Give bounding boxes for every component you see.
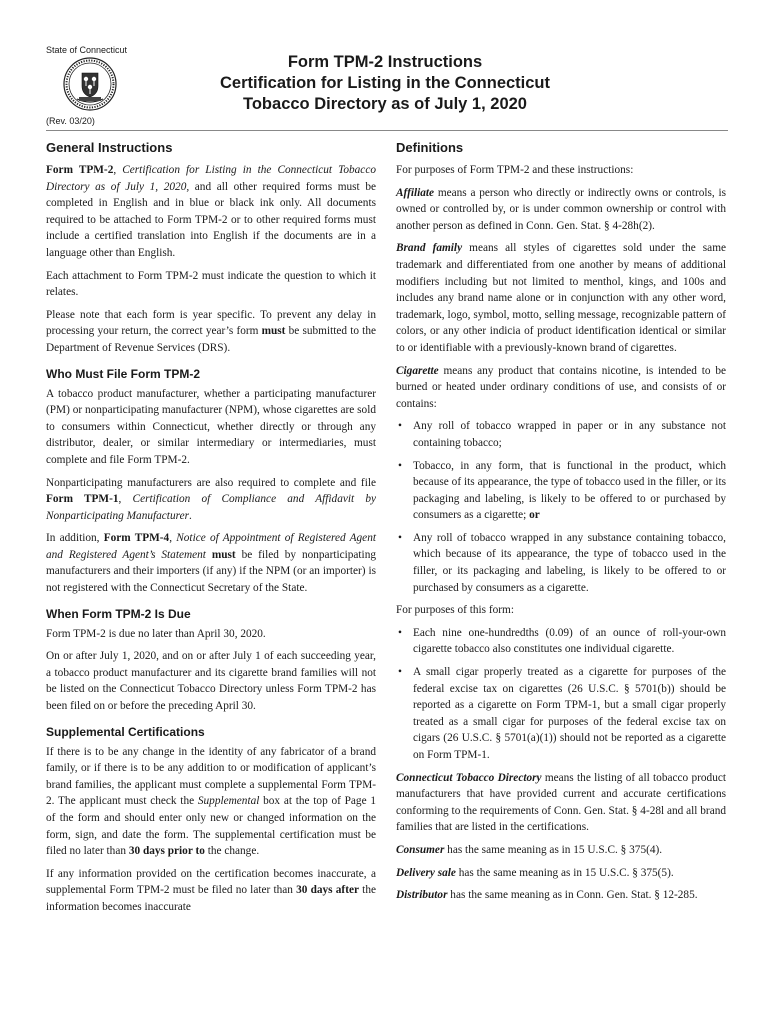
emphasis: or [529, 509, 540, 522]
form-purposes-intro: For purposes of this form: [396, 604, 514, 617]
supplemental-heading: Supplemental Certifications [46, 724, 205, 739]
term: Cigarette [396, 364, 439, 377]
definition: has the same meaning as in 15 U.S.C. § 375(5). [455, 866, 674, 879]
text: If any information provided on the certification becomes inaccurate, a supplemental Form TPM-2 must be filed no later than [46, 867, 376, 897]
text: be filed by nonparticipating manufacturers and their importers (if any) if the NPM (or an importer) is not registered with the Connecticut Secretary of the State. [46, 548, 376, 595]
general-paragraph [46, 307, 376, 357]
when-paragraph: On or after July 1, 2020, and on or after July 1 of each succeeding year, a tobacco product manufacturer and its cigarette brand families will not be listed on the Connecticut Tobacco Directory unless Form TPM-2 has been filed on or before the preceding April 30. [46, 650, 376, 713]
text: , [169, 532, 177, 545]
emphasis: must [261, 325, 286, 338]
state-seal-icon [63, 57, 117, 111]
definition-ct-tobacco-directory [396, 770, 726, 836]
emphasis: must [211, 548, 236, 561]
definition-cigarette [396, 363, 726, 413]
term: Delivery sale [396, 866, 456, 879]
form-purposes-list [396, 625, 726, 764]
text: In addition, [46, 532, 104, 545]
form-title: Certification for Listing in the Connecticut Tobacco Directory as of July 1, 2020, [46, 164, 376, 193]
definition: means any product that contains nicotine, is intended to be burned or heated under ordinary conditions of use, and consists of or contains: [396, 364, 726, 410]
definition-delivery-sale [396, 865, 726, 882]
title-line: Tobacco Directory as of July 1, 2020 [243, 95, 527, 113]
right-column [396, 140, 726, 910]
text: box at the top of Page 1 of the form and should enter only new or changed information on the form, sign, and date the form. The supplemental certification must be filed no later than [46, 795, 377, 858]
text: , [113, 164, 123, 176]
text: Nonparticipating manufacturers are also required to complete and file [46, 476, 376, 489]
term: Brand family [396, 242, 463, 255]
term: Affiliate [396, 186, 435, 199]
when-due-heading: When Form TPM-2 Is Due [46, 606, 191, 621]
text: . [188, 509, 192, 522]
page-title [180, 52, 590, 115]
text: , [118, 493, 133, 506]
definition: means all styles of cigarettes sold under the same trademark and differentiated from one another by means of additional modifiers including but not limited to menthol, kings, and 100s and includes any brand name alone or in conjunction with any other word, trademark, logo, symbol, motto, selling message, recognizable pattern of colors, or any other indicia of product identification identical or similar to or identifiable with a previously-known brand of cigarettes. [396, 242, 726, 354]
state-label: State of Connecticut [46, 45, 128, 55]
emphasis: 30 days after [296, 884, 359, 897]
text: and all other required forms must be completed in English and in blue or black ink only. All documents required to be attached to Form TPM-2 or to other required forms must include a certified translation into English if the documents are in a language other than English. [46, 180, 376, 259]
definition-consumer [396, 842, 726, 859]
definition-brand-family [396, 240, 726, 356]
revision-label: (Rev. 03/20) [46, 116, 95, 126]
text: If there is to be any change in the identity of any fabricator of a brand family, or if there is to be any addition to or modification of applicant’s brand families, the applicant must complete a supplemental Form TPM-2. The applicant must check the [46, 745, 376, 808]
form-name: Form TPM-2 [46, 164, 114, 176]
list-item: • Any roll of tobacco wrapped in any substance containing tobacco, which because of its appearance, the type of tobacco used in the filler, or its packaging and labeling, is likely to be offered to or purchased by consumers as a cigarette. [396, 530, 726, 596]
list-item: • Each nine one-hundredths (0.09) of an ounce of roll-your-own cigarette tobacco also constitutes one individual cigarette. [396, 625, 726, 658]
who-paragraph: A tobacco product manufacturer, whether a participating manufacturer (PM) or nonparticipating manufacturer (NPM), whose cigarettes are sold to consumers within Connecticut, whether directly or through any distributor, dealer, or similar intermediary or intermediaries, must complete and file Form TPM-2. [46, 387, 376, 466]
term: Connecticut Tobacco Directory [396, 771, 542, 784]
text: the change. [204, 845, 260, 858]
general-paragraph [46, 162, 376, 262]
text: Tobacco, in any form, that is functional in the product, which because of its appearance, the type of tobacco used in the filler, or its packaging and labeling, is likely to be offered to or purchased by consumers as a cigarette; [413, 459, 726, 522]
title-line: Form TPM-2 Instructions [287, 53, 483, 71]
list-item: • A small cigar properly treated as a cigarette for purposes of the federal excise tax on cigarettes (26 U.S.C. § 5701(b)) should be reported as a cigarette on Form TPM-1, but a small cigar properly treated as a small cigar for purposes of the federal excise tax on cigars (26 U.S.C. § 5701(a)(1)) should not be reported as a cigarette on Form TPM-1. [396, 664, 726, 764]
definition: has the same meaning as in 15 U.S.C. § 375(4). [444, 843, 663, 856]
form-name: Form TPM-4 [103, 532, 170, 545]
definition: means the listing of all tobacco product manufacturers that have provided current and accurate certifications conforming to the requirements of Conn. Gen. Stat. § 4-28l and all brand families that are listed in the certifications. [396, 771, 726, 834]
definition-affiliate [396, 185, 726, 235]
when-paragraph: Form TPM-2 is due no later than April 30, 2020. [46, 627, 266, 640]
who-paragraph [46, 475, 376, 525]
definitions-intro: For purposes of Form TPM-2 and these instructions: [396, 164, 634, 176]
supplemental-paragraph [46, 744, 376, 860]
general-instructions-heading: General Instructions [46, 140, 173, 155]
form-title: Notice of Appointment of Registered Agent and Registered Agent’s Statement [46, 532, 376, 561]
term: Distributor [396, 889, 448, 902]
definitions-heading: Definitions [396, 140, 464, 155]
form-title: Certification of Compliance and Affidavit by Nonparticipating Manufacturer [46, 493, 377, 522]
cigarette-list [396, 418, 726, 596]
text: be submitted to the Department of Revenue Services (DRS). [46, 325, 376, 354]
definition: means a person who directly or indirectly owns or controls, is owned or controlled by, or is under common ownership or control with another person as defined in Conn. Gen. Stat. § 4-28h(2). [396, 186, 726, 232]
general-paragraph: Each attachment to Form TPM-2 must indicate the question to which it relates. [46, 269, 376, 299]
definition: has the same meaning as in Conn. Gen. Stat. § 12-285. [447, 889, 698, 902]
text: Please note that each form is year specific. To prevent any delay in processing your return, the correct year’s form [46, 308, 376, 338]
term: Consumer [396, 843, 445, 856]
emphasis: Supplemental [197, 795, 260, 808]
title-line: Certification for Listing in the Connecticut [220, 74, 550, 92]
form-name: Form TPM-1 [46, 493, 119, 506]
who-paragraph [46, 530, 376, 596]
list-item: • Any roll of tobacco wrapped in paper or in any substance not containing tobacco; [396, 418, 726, 451]
supplemental-paragraph [46, 866, 376, 916]
definition-distributor [396, 887, 726, 904]
header-divider [46, 130, 728, 131]
list-item [396, 458, 726, 524]
text: the information becomes inaccurate [46, 884, 376, 913]
who-must-file-heading: Who Must File Form TPM-2 [46, 366, 200, 381]
left-column [46, 140, 376, 922]
emphasis: 30 days prior to [128, 845, 205, 858]
